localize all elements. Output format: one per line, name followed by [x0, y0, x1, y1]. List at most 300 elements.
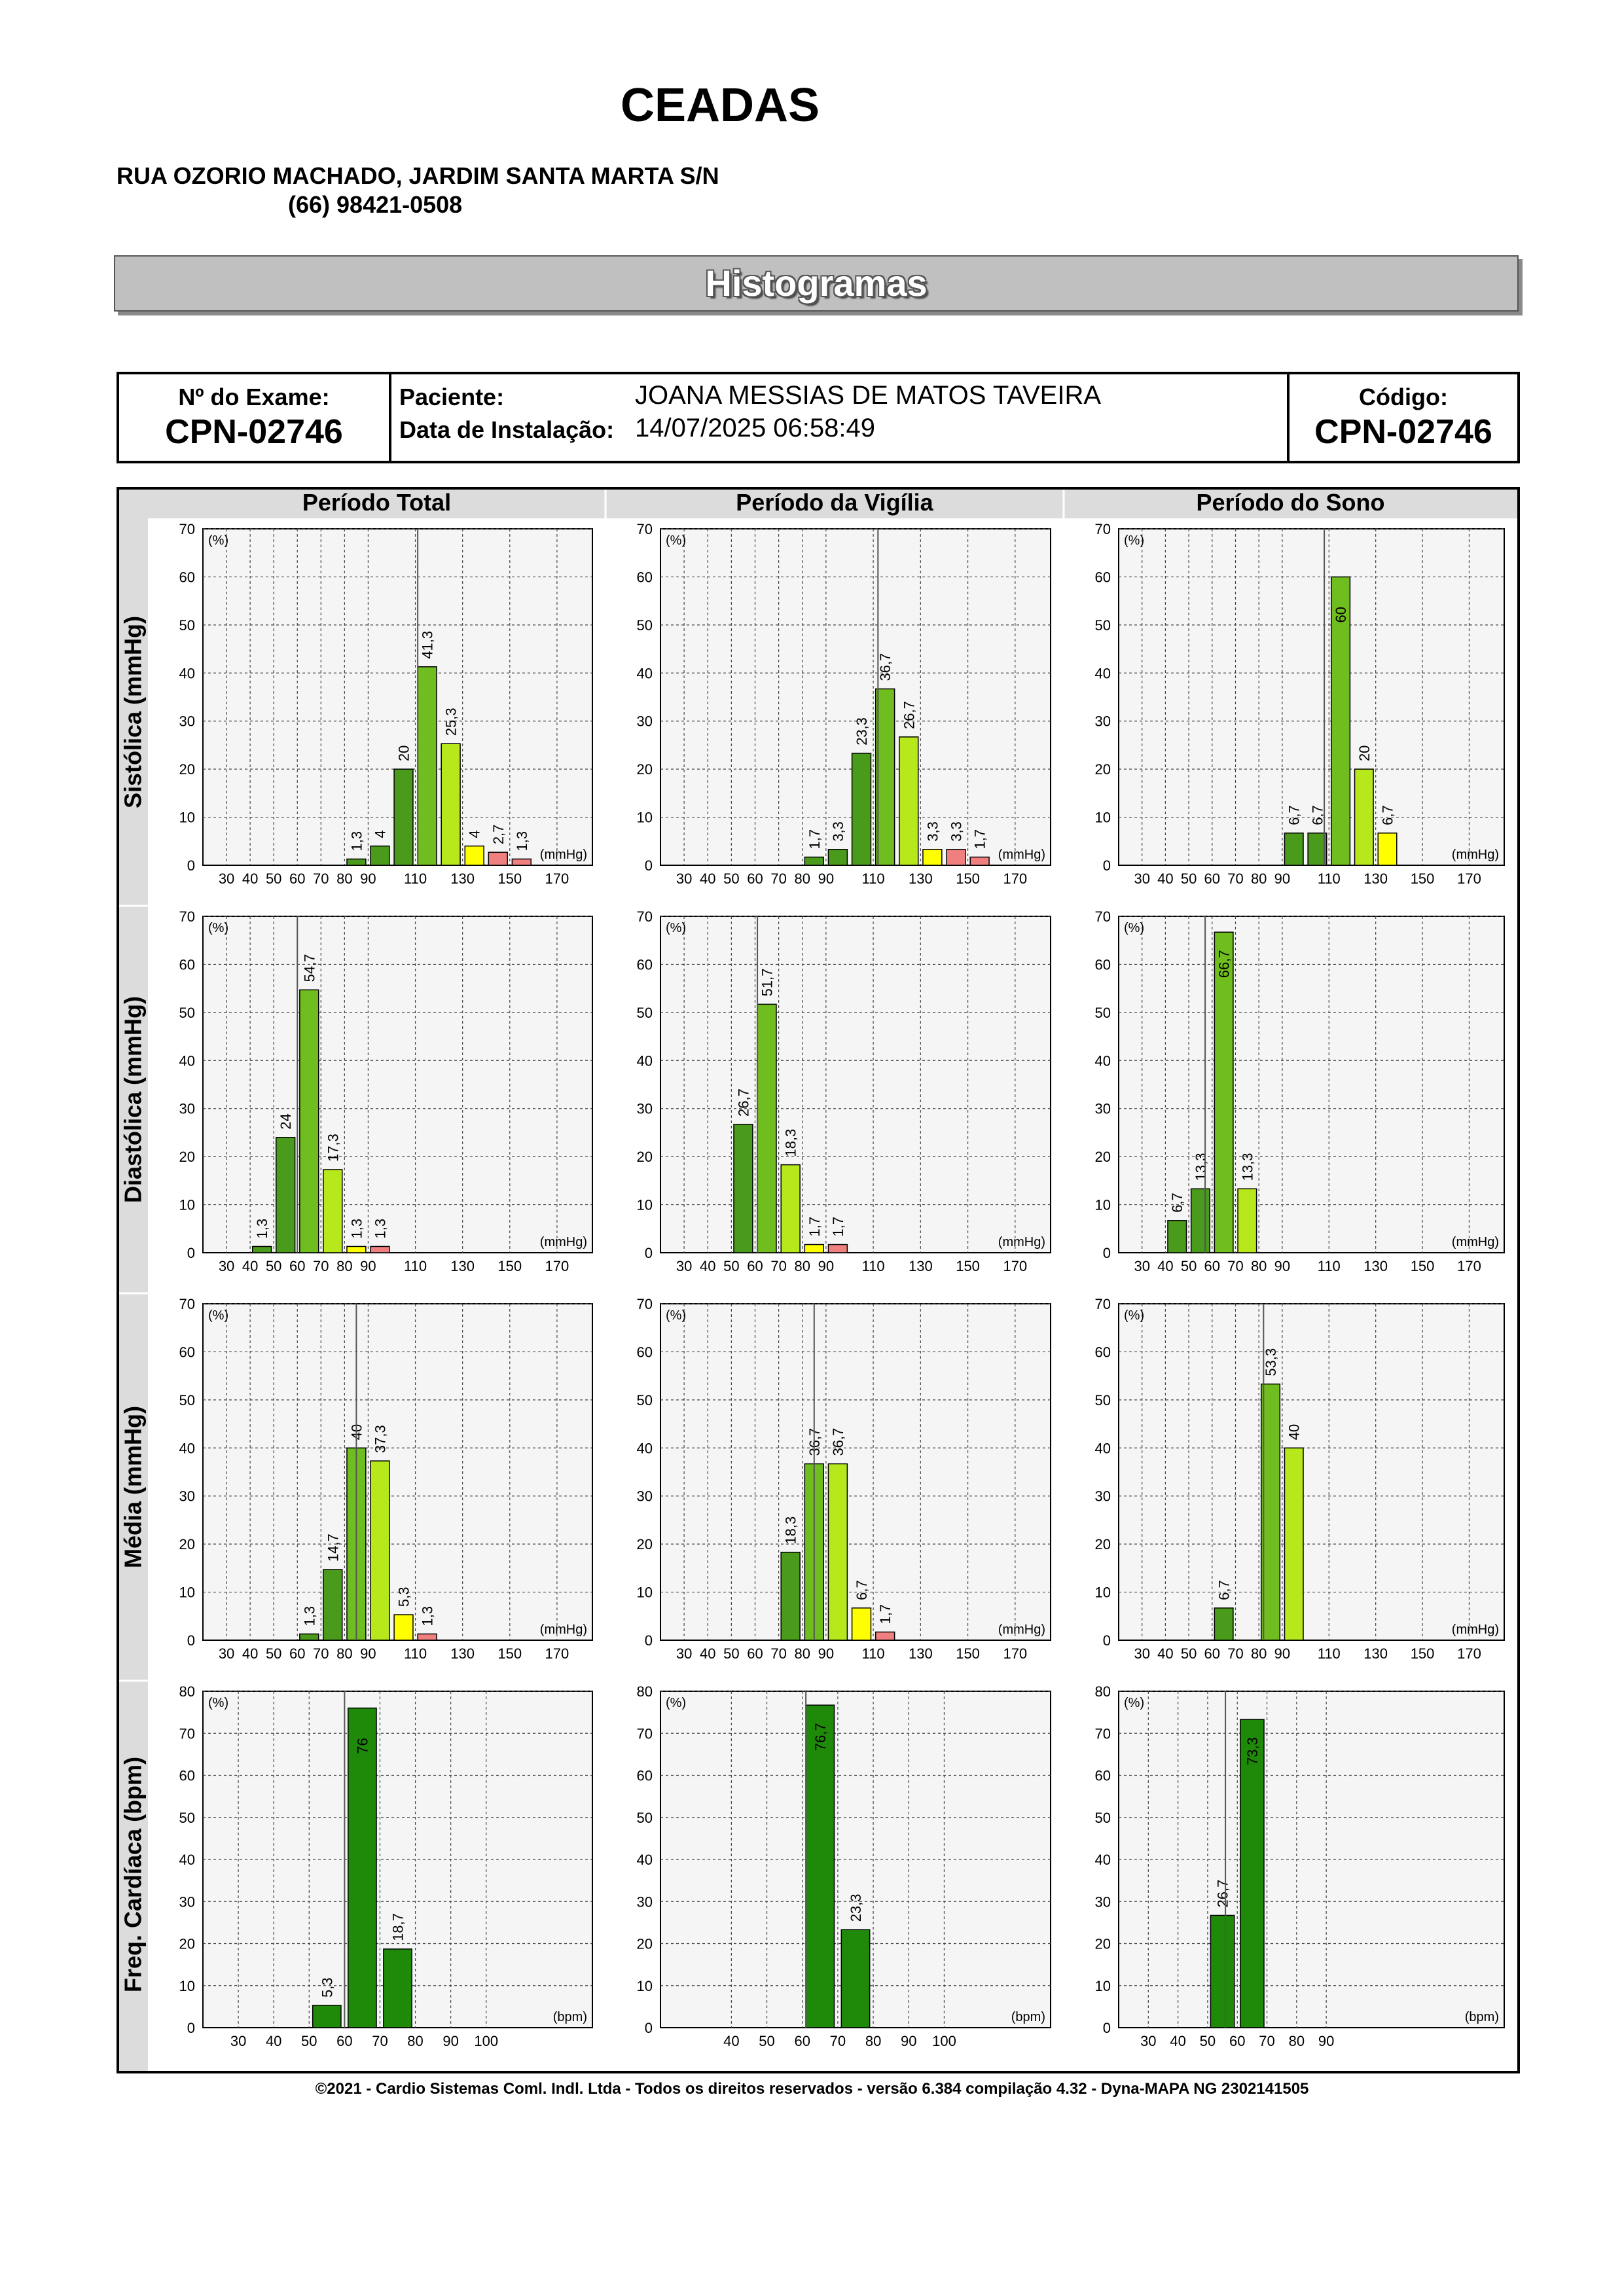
- histogram-bar: [1214, 932, 1233, 1253]
- x-tick-label: 110: [404, 1645, 427, 1662]
- x-tick-label: 50: [265, 1258, 282, 1274]
- histogram-grid: [117, 487, 1520, 2073]
- x-tick-label: 40: [242, 870, 259, 887]
- histogram-bar: [323, 1570, 342, 1640]
- x-tick-label: 170: [545, 870, 569, 887]
- x-tick-label: 70: [372, 2033, 388, 2049]
- y-tick-label: 10: [1094, 1196, 1111, 1213]
- y-tick-label: 10: [1094, 1584, 1111, 1601]
- histogram-bar: [1210, 1915, 1234, 2028]
- histogram-bar: [370, 1246, 389, 1253]
- x-tick-label: 130: [450, 1258, 475, 1274]
- x-tick-label: 170: [545, 1258, 569, 1274]
- y-tick-label: 30: [636, 713, 653, 730]
- y-tick-label: 70: [1094, 1296, 1111, 1312]
- plot-area: [660, 916, 1051, 1253]
- x-tick-label: 40: [242, 1258, 259, 1274]
- bar-value-label: 40: [1286, 1424, 1303, 1441]
- y-axis-unit: (%): [208, 533, 229, 548]
- y-tick-label: 0: [644, 1632, 653, 1649]
- x-tick-label: 170: [1003, 870, 1028, 887]
- x-tick-label: 60: [1204, 1645, 1221, 1662]
- histogram-bar: [488, 852, 507, 865]
- histogram-bar: [465, 846, 484, 865]
- bar-value-label: 1,7: [806, 829, 823, 850]
- x-tick-label: 170: [1003, 1645, 1028, 1662]
- x-tick-label: 70: [1259, 2033, 1275, 2049]
- histogram-bar: [841, 1929, 869, 2028]
- bar-value-label: 1,3: [254, 1218, 271, 1239]
- bar-value-label: 6,7: [854, 1580, 871, 1600]
- x-tick-label: 50: [301, 2033, 317, 2049]
- x-tick-label: 170: [1003, 1258, 1028, 1274]
- y-axis-unit: (%): [1124, 1308, 1145, 1323]
- histogram-bar: [1284, 833, 1303, 865]
- row-title: Média (mmHg): [119, 1405, 147, 1569]
- x-tick-label: 60: [1204, 870, 1221, 887]
- column-title: Período Total: [302, 490, 452, 516]
- y-tick-label: 60: [179, 569, 195, 586]
- histogram-bar: [852, 753, 871, 865]
- x-tick-label: 50: [723, 1645, 740, 1662]
- x-tick-label: 90: [818, 1258, 835, 1274]
- histogram-bar: [899, 737, 918, 865]
- histogram-bar: [876, 1632, 895, 1640]
- x-tick-label: 30: [676, 870, 693, 887]
- histogram-bar: [804, 857, 823, 865]
- histogram-bar: [1238, 1189, 1257, 1253]
- clinic-phone: (66) 98421-0508: [288, 191, 463, 218]
- x-tick-label: 80: [1288, 2033, 1305, 2049]
- install-date-label: Data de Instalação:: [399, 416, 615, 443]
- y-tick-label: 10: [1094, 809, 1111, 826]
- x-tick-label: 70: [770, 870, 787, 887]
- y-tick-label: 20: [179, 1935, 195, 1952]
- bar-value-label: 23,3: [854, 717, 871, 745]
- y-tick-label: 20: [1094, 1536, 1111, 1553]
- x-tick-label: 60: [1229, 2033, 1246, 2049]
- x-tick-label: 80: [336, 1645, 353, 1662]
- histogram-bar: [384, 1949, 412, 2028]
- y-tick-label: 60: [179, 956, 195, 973]
- y-tick-label: 80: [636, 1683, 653, 1700]
- x-tick-label: 110: [1317, 1258, 1341, 1274]
- y-tick-label: 70: [179, 1725, 195, 1742]
- y-tick-label: 50: [636, 1809, 653, 1826]
- x-tick-label: 170: [1457, 1258, 1481, 1274]
- x-tick-label: 30: [676, 1258, 693, 1274]
- histogram-bar: [852, 1608, 871, 1640]
- x-tick-label: 90: [360, 870, 376, 887]
- x-tick-label: 80: [336, 1258, 353, 1274]
- x-axis-unit: (mmHg): [998, 1235, 1045, 1249]
- x-tick-label: 30: [1134, 1258, 1150, 1274]
- bar-value-label: 13,3: [1239, 1153, 1256, 1181]
- y-tick-label: 0: [187, 1245, 195, 1261]
- y-axis-unit: (%): [666, 921, 687, 935]
- exam-number-label: Nº do Exame:: [178, 384, 330, 410]
- y-tick-label: 0: [1102, 1245, 1111, 1261]
- x-tick-label: 40: [700, 870, 716, 887]
- histogram-bar: [781, 1552, 800, 1640]
- y-tick-label: 60: [636, 1344, 653, 1361]
- x-axis-unit: (mmHg): [539, 1623, 587, 1637]
- x-tick-label: 70: [313, 870, 329, 887]
- histogram-bar: [347, 1246, 366, 1253]
- plot-area: [203, 916, 592, 1253]
- y-tick-label: 50: [1094, 617, 1111, 634]
- y-tick-label: 30: [636, 1488, 653, 1505]
- install-date-value: 14/07/2025 06:58:49: [635, 414, 876, 442]
- histogram-bar: [418, 1634, 437, 1640]
- y-tick-label: 20: [179, 1149, 195, 1166]
- y-tick-label: 40: [636, 1052, 653, 1069]
- y-tick-label: 50: [1094, 1391, 1111, 1408]
- section-banner-title: Histogramas: [705, 262, 928, 304]
- bar-value-label: 60: [1333, 606, 1350, 623]
- bar-value-label: 26,7: [1214, 1879, 1231, 1908]
- bar-value-label: 66,7: [1216, 950, 1233, 978]
- y-tick-label: 0: [1102, 1632, 1111, 1649]
- x-axis-unit: (mmHg): [539, 1235, 587, 1249]
- histogram-bar: [313, 2005, 341, 2028]
- section-banner: [114, 255, 1519, 312]
- x-tick-label: 150: [1410, 1645, 1435, 1662]
- x-tick-label: 110: [404, 870, 427, 887]
- y-tick-label: 50: [1094, 1004, 1111, 1021]
- x-tick-label: 40: [265, 2033, 282, 2049]
- x-tick-label: 150: [497, 1258, 522, 1274]
- exam-number-value: CPN-02746: [165, 413, 343, 451]
- histogram-bar: [348, 1708, 376, 2028]
- histogram-charts: [119, 490, 1517, 2071]
- y-tick-label: 0: [644, 2020, 653, 2036]
- y-tick-label: 0: [1102, 2020, 1111, 2036]
- y-tick-label: 60: [1094, 956, 1111, 973]
- histogram-bar: [1284, 1448, 1303, 1640]
- page-title: CEADAS: [620, 79, 820, 132]
- x-tick-label: 40: [1157, 870, 1174, 887]
- y-tick-label: 70: [636, 908, 653, 925]
- y-tick-label: 10: [179, 1977, 195, 1994]
- bar-value-label: 1,7: [877, 1604, 894, 1624]
- y-tick-label: 60: [636, 569, 653, 586]
- x-tick-label: 90: [1318, 2033, 1335, 2049]
- bar-value-label: 25,3: [442, 708, 460, 736]
- y-axis-unit: (%): [1124, 921, 1145, 935]
- y-tick-label: 60: [636, 1767, 653, 1784]
- y-tick-label: 40: [1094, 1852, 1111, 1868]
- y-tick-label: 0: [644, 857, 653, 874]
- x-tick-label: 60: [747, 870, 763, 887]
- x-tick-label: 50: [1180, 1645, 1197, 1662]
- bar-value-label: 1,3: [419, 1605, 436, 1626]
- x-tick-label: 30: [1134, 870, 1150, 887]
- y-tick-label: 20: [179, 761, 195, 778]
- patient-label: Paciente:: [399, 384, 505, 410]
- x-tick-label: 70: [829, 2033, 846, 2049]
- histogram-bar: [276, 1138, 295, 1253]
- x-tick-label: 80: [794, 870, 810, 887]
- y-tick-label: 10: [636, 1977, 653, 1994]
- y-axis-unit: (%): [666, 1696, 687, 1710]
- x-tick-label: 130: [908, 1258, 933, 1274]
- x-tick-label: 60: [336, 2033, 353, 2049]
- x-tick-label: 70: [313, 1258, 329, 1274]
- y-tick-label: 20: [1094, 1935, 1111, 1952]
- bar-value-label: 24: [278, 1113, 295, 1130]
- clinic-address: RUA OZORIO MACHADO, JARDIM SANTA MARTA S/N: [117, 162, 719, 189]
- x-tick-label: 150: [956, 870, 980, 887]
- y-tick-label: 20: [636, 1149, 653, 1166]
- y-tick-label: 0: [1102, 857, 1111, 874]
- x-tick-label: 130: [1363, 1258, 1388, 1274]
- y-tick-label: 20: [1094, 1149, 1111, 1166]
- x-tick-label: 50: [1180, 1258, 1197, 1274]
- histogram-bar: [804, 1245, 823, 1253]
- bar-value-label: 76,7: [812, 1723, 829, 1751]
- x-tick-label: 90: [1274, 870, 1291, 887]
- y-tick-label: 50: [636, 1004, 653, 1021]
- x-tick-label: 40: [1170, 2033, 1186, 2049]
- y-tick-label: 40: [179, 1440, 195, 1457]
- y-axis-unit: (%): [666, 1308, 687, 1323]
- y-tick-label: 30: [179, 1100, 195, 1117]
- y-tick-label: 40: [179, 1852, 195, 1868]
- x-tick-label: 150: [1410, 1258, 1435, 1274]
- histogram-bar: [828, 850, 847, 865]
- x-tick-label: 170: [545, 1645, 569, 1662]
- y-tick-label: 60: [1094, 1767, 1111, 1784]
- x-tick-label: 90: [818, 1645, 835, 1662]
- bar-value-label: 2,7: [490, 824, 507, 845]
- bar-value-label: 40: [348, 1424, 365, 1441]
- x-tick-label: 90: [1274, 1645, 1291, 1662]
- histogram-bar: [441, 744, 460, 865]
- bar-value-label: 51,7: [759, 968, 776, 997]
- histogram-bar: [781, 1165, 800, 1253]
- row-title: Diastólica (mmHg): [119, 996, 147, 1204]
- bar-value-label: 37,3: [372, 1425, 389, 1454]
- x-axis-unit: (bpm): [1464, 2010, 1499, 2024]
- x-tick-label: 60: [1204, 1258, 1221, 1274]
- x-tick-label: 60: [289, 1645, 306, 1662]
- x-tick-label: 60: [289, 1258, 306, 1274]
- x-axis-unit: (mmHg): [1451, 1235, 1499, 1249]
- x-tick-label: 30: [218, 1258, 235, 1274]
- y-tick-label: 40: [179, 1052, 195, 1069]
- y-tick-label: 30: [179, 1488, 195, 1505]
- x-tick-label: 130: [1363, 870, 1388, 887]
- y-axis-unit: (%): [208, 1308, 229, 1323]
- x-tick-label: 150: [497, 1645, 522, 1662]
- y-tick-label: 30: [1094, 713, 1111, 730]
- histogram-bar: [828, 1464, 847, 1640]
- y-tick-label: 10: [1094, 1977, 1111, 1994]
- bar-value-label: 20: [395, 745, 412, 762]
- x-tick-label: 130: [908, 870, 933, 887]
- x-tick-label: 80: [407, 2033, 424, 2049]
- x-tick-label: 70: [770, 1258, 787, 1274]
- y-tick-label: 70: [636, 1725, 653, 1742]
- y-tick-label: 30: [1094, 1100, 1111, 1117]
- x-axis-unit: (bpm): [1011, 2010, 1045, 2024]
- bar-value-label: 3,3: [924, 821, 941, 842]
- bar-value-label: 18,3: [782, 1516, 799, 1545]
- histogram-bar: [757, 1004, 776, 1253]
- row-title: Sistólica (mmHg): [119, 615, 147, 809]
- y-tick-label: 40: [1094, 1052, 1111, 1069]
- histogram-bar: [300, 990, 319, 1253]
- x-tick-label: 90: [360, 1258, 376, 1274]
- x-tick-label: 110: [404, 1258, 427, 1274]
- y-tick-label: 70: [636, 521, 653, 537]
- x-tick-label: 30: [1134, 1645, 1150, 1662]
- y-tick-label: 50: [179, 1004, 195, 1021]
- histogram-bar: [828, 1245, 847, 1253]
- x-axis-unit: (mmHg): [1451, 848, 1499, 862]
- x-tick-label: 50: [265, 870, 282, 887]
- x-tick-label: 80: [336, 870, 353, 887]
- code-label: Código:: [1359, 384, 1448, 410]
- column-title: Período do Sono: [1196, 490, 1385, 516]
- x-tick-label: 80: [1250, 1258, 1267, 1274]
- bar-value-label: 6,7: [1169, 1193, 1186, 1213]
- x-tick-label: 70: [1227, 870, 1244, 887]
- histogram-bar: [512, 859, 531, 865]
- x-axis-unit: (mmHg): [998, 848, 1045, 862]
- bar-value-label: 1,3: [372, 1218, 389, 1239]
- histogram-bar: [1168, 1221, 1187, 1253]
- x-tick-label: 40: [723, 2033, 740, 2049]
- bar-value-label: 1,7: [806, 1216, 823, 1237]
- x-tick-label: 110: [861, 1645, 885, 1662]
- x-tick-label: 80: [1250, 1645, 1267, 1662]
- bar-value-label: 36,7: [877, 653, 894, 681]
- patient-name: JOANA MESSIAS DE MATOS TAVEIRA: [635, 381, 1102, 410]
- x-tick-label: 80: [794, 1258, 810, 1274]
- row-title: Freq. Cardíaca (bpm): [119, 1756, 147, 1993]
- y-axis-unit: (%): [208, 1696, 229, 1710]
- x-tick-label: 50: [1180, 870, 1197, 887]
- x-tick-label: 80: [1250, 870, 1267, 887]
- bar-value-label: 6,7: [1379, 805, 1396, 825]
- bar-value-label: 23,3: [848, 1893, 864, 1922]
- bar-value-label: 20: [1356, 745, 1373, 762]
- x-tick-label: 40: [1157, 1645, 1174, 1662]
- x-tick-label: 150: [956, 1258, 980, 1274]
- histogram-bar: [1191, 1189, 1210, 1253]
- x-tick-label: 40: [242, 1645, 259, 1662]
- y-tick-label: 80: [179, 1683, 195, 1700]
- x-tick-label: 40: [700, 1645, 716, 1662]
- y-tick-label: 50: [179, 617, 195, 634]
- y-tick-label: 50: [179, 1391, 195, 1408]
- y-tick-label: 10: [636, 809, 653, 826]
- y-tick-label: 60: [636, 956, 653, 973]
- x-tick-label: 30: [218, 870, 235, 887]
- x-axis-unit: (mmHg): [539, 848, 587, 862]
- x-tick-label: 30: [218, 1645, 235, 1662]
- histogram-bar: [1355, 769, 1374, 865]
- x-tick-label: 80: [865, 2033, 882, 2049]
- y-tick-label: 10: [179, 809, 195, 826]
- y-tick-label: 30: [1094, 1488, 1111, 1505]
- bar-value-label: 5,3: [395, 1587, 412, 1607]
- histogram-bar: [253, 1246, 272, 1253]
- y-tick-label: 40: [1094, 1440, 1111, 1457]
- y-tick-label: 0: [187, 2020, 195, 2036]
- x-tick-label: 170: [1457, 870, 1481, 887]
- y-tick-label: 50: [636, 1391, 653, 1408]
- x-tick-label: 30: [1140, 2033, 1157, 2049]
- x-tick-label: 100: [474, 2033, 499, 2049]
- y-tick-label: 20: [636, 1536, 653, 1553]
- y-tick-label: 50: [179, 1809, 195, 1826]
- bar-value-label: 18,7: [389, 1913, 406, 1941]
- x-tick-label: 110: [861, 1258, 885, 1274]
- y-axis-unit: (%): [1124, 533, 1145, 548]
- y-tick-label: 30: [1094, 1893, 1111, 1910]
- x-tick-label: 30: [676, 1645, 693, 1662]
- bar-value-label: 54,7: [301, 954, 318, 982]
- x-tick-label: 90: [360, 1645, 376, 1662]
- y-tick-label: 40: [1094, 665, 1111, 682]
- column-title: Período da Vigília: [736, 490, 933, 516]
- y-tick-label: 60: [179, 1767, 195, 1784]
- bar-value-label: 1,3: [348, 831, 365, 852]
- bar-value-label: 76: [354, 1738, 371, 1754]
- y-tick-label: 30: [179, 713, 195, 730]
- x-tick-label: 110: [1317, 1645, 1341, 1662]
- x-tick-label: 130: [450, 1645, 475, 1662]
- y-tick-label: 60: [179, 1344, 195, 1361]
- histogram-bar: [418, 667, 437, 865]
- y-tick-label: 70: [179, 908, 195, 925]
- x-tick-label: 130: [450, 870, 475, 887]
- bar-value-label: 5,3: [319, 1977, 336, 1998]
- bar-value-label: 4: [466, 830, 483, 838]
- bar-value-label: 73,3: [1244, 1737, 1261, 1766]
- x-tick-label: 130: [1363, 1645, 1388, 1662]
- y-tick-label: 70: [1094, 521, 1111, 537]
- bar-value-label: 17,3: [325, 1134, 342, 1162]
- bar-value-label: 18,3: [782, 1128, 799, 1157]
- x-tick-label: 50: [723, 1258, 740, 1274]
- bar-value-label: 6,7: [1309, 805, 1326, 825]
- x-tick-label: 50: [723, 870, 740, 887]
- bar-value-label: 1,7: [971, 829, 988, 850]
- histogram-bar: [300, 1634, 319, 1640]
- y-tick-label: 10: [179, 1584, 195, 1601]
- x-tick-label: 100: [932, 2033, 956, 2049]
- bar-value-label: 1,3: [301, 1605, 318, 1626]
- histogram-bar: [370, 1461, 389, 1640]
- bar-value-label: 1,7: [829, 1216, 846, 1237]
- bar-value-label: 36,7: [829, 1427, 846, 1456]
- x-tick-label: 90: [442, 2033, 459, 2049]
- y-tick-label: 70: [179, 1296, 195, 1312]
- y-tick-label: 70: [179, 521, 195, 537]
- y-tick-label: 20: [636, 1935, 653, 1952]
- y-tick-label: 50: [636, 617, 653, 634]
- x-tick-label: 150: [497, 870, 522, 887]
- x-axis-unit: (mmHg): [1451, 1623, 1499, 1637]
- info-divider: [389, 374, 391, 461]
- y-tick-label: 20: [1094, 761, 1111, 778]
- y-tick-label: 60: [1094, 1344, 1111, 1361]
- y-tick-label: 30: [636, 1893, 653, 1910]
